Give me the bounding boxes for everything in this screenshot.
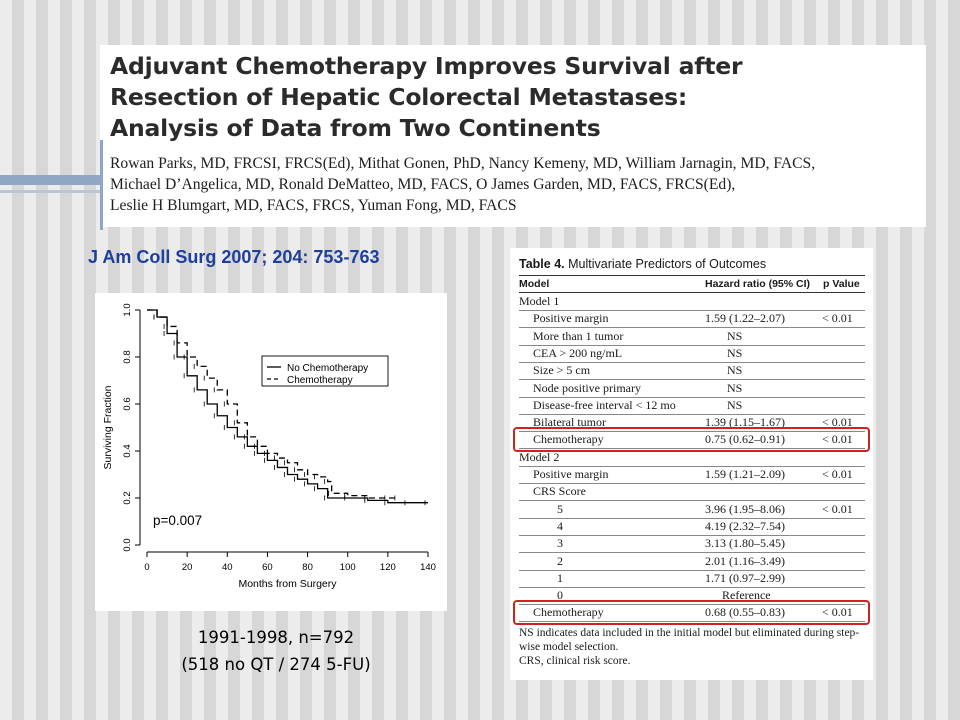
row-hazard-ratio: 1.39 (1.15–1.67) [705, 415, 785, 430]
multivariate-table [510, 248, 873, 680]
row-label: Bilateral tumor [533, 415, 606, 430]
x-tick-label: 100 [339, 562, 356, 573]
row-p-value: < 0.01 [822, 432, 853, 447]
x-tick-label: 40 [221, 562, 233, 573]
y-tick-label: 0.8 [122, 350, 133, 364]
row-hazard-ratio: 0.68 (0.55–0.83) [705, 605, 785, 620]
y-tick-label: 0.2 [122, 491, 133, 505]
slide-accent-bar [0, 175, 102, 185]
row-label: 5 [557, 501, 563, 516]
paper-header [100, 45, 926, 227]
survival-chart [95, 293, 447, 611]
row-hazard-ratio: 3.13 (1.80–5.45) [705, 536, 785, 551]
row-hazard-ratio: NS [727, 397, 743, 412]
table-section-row [519, 293, 865, 311]
table-title [519, 257, 766, 271]
series-line-no-chemotherapy [147, 310, 428, 503]
row-label: 1 [557, 570, 563, 585]
author-list [110, 153, 920, 216]
row-hazard-ratio: NS [727, 345, 743, 360]
survival-plot [95, 293, 447, 611]
title-line: Resection of Hepatic Colorectal Metastases: [110, 83, 688, 111]
header-hazard-ratio: Hazard ratio (95% CI) [705, 278, 811, 290]
footnote: CRS, clinical risk score. [519, 655, 631, 667]
y-tick-label: 0.4 [122, 444, 133, 458]
row-label: 0 [557, 588, 563, 603]
table-caption: Multivariate Predictors of Outcomes [568, 257, 767, 271]
row-label: Model 1 [519, 294, 560, 308]
table-row [519, 466, 865, 484]
table-row [519, 483, 865, 501]
table-row [519, 553, 865, 571]
row-hazard-ratio: 1.71 (0.97–2.99) [705, 570, 785, 585]
table-row [519, 535, 865, 553]
table-row [519, 380, 865, 398]
row-label: Chemotherapy [533, 432, 604, 447]
table-row [519, 397, 865, 415]
row-label: Disease-free interval < 12 mo [533, 397, 676, 412]
row-p-value: < 0.01 [822, 311, 853, 326]
table-footnotes [519, 626, 865, 668]
row-label: Chemotherapy [533, 605, 604, 620]
table-row [519, 310, 865, 328]
series-line-chemotherapy [147, 310, 398, 498]
row-label: 4 [557, 518, 563, 533]
y-tick-label: 0.0 [122, 538, 133, 552]
row-p-value: < 0.01 [822, 415, 853, 430]
row-label: 3 [557, 536, 563, 551]
row-label: Node positive primary [533, 380, 641, 395]
table-label: Table 4. [519, 257, 565, 271]
row-p-value: < 0.01 [822, 467, 853, 481]
x-tick-label: 20 [181, 562, 193, 573]
slide-accent-line [0, 190, 102, 193]
highlight-box [513, 600, 870, 625]
x-tick-label: 120 [379, 562, 396, 573]
row-hazard-ratio: NS [727, 328, 743, 343]
x-tick-label: 80 [302, 562, 313, 573]
paper-title [110, 51, 910, 144]
row-label: CRS Score [533, 484, 587, 499]
legend-label: No Chemotherapy [287, 363, 369, 374]
row-hazard-ratio: 4.19 (2.32–7.54) [705, 518, 785, 533]
p-value-annotation: p=0.007 [153, 513, 203, 528]
y-axis-label: Surviving Fraction [102, 385, 114, 470]
x-tick-label: 140 [420, 562, 436, 573]
row-label: More than 1 tumor [533, 328, 624, 343]
x-axis-label: Months from Surgery [238, 578, 337, 590]
row-hazard-ratio: Reference [722, 588, 771, 603]
table-row [519, 570, 865, 588]
row-p-value: < 0.01 [822, 605, 853, 620]
table-section-row [519, 449, 865, 467]
row-hazard-ratio: NS [727, 380, 743, 395]
y-tick-label: 1.0 [122, 303, 133, 317]
legend-label: Chemotherapy [287, 375, 353, 386]
row-hazard-ratio: 3.96 (1.95–8.06) [705, 501, 785, 516]
slide-accent-vertical [100, 140, 103, 230]
row-label: 2 [557, 553, 563, 568]
row-hazard-ratio: 1.59 (1.22–2.07) [705, 311, 785, 326]
footnote: NS indicates data included in the initial model but eliminated during step- [519, 627, 860, 639]
table-row [519, 501, 865, 519]
cohort-caption [140, 624, 412, 678]
footnote: wise model selection. [519, 641, 619, 653]
table-row [519, 518, 865, 536]
row-hazard-ratio: 0.75 (0.62–0.91) [705, 432, 785, 447]
x-tick-label: 0 [144, 562, 150, 573]
cohort-years: 1991-1998, n=792 [197, 628, 355, 647]
row-label: Positive margin [533, 311, 609, 326]
table-row [519, 328, 865, 346]
y-tick-label: 0.6 [122, 397, 133, 411]
table-row [519, 362, 865, 380]
table-row [519, 345, 865, 363]
row-label: Model 2 [519, 449, 560, 464]
table-header [519, 275, 865, 293]
header-model: Model [519, 278, 550, 290]
author-line: Rowan Parks, MD, FRCSI, FRCS(Ed), Mithat Gonen, PhD, Nancy Kemeny, MD, William Jarnagin, MD, FACS, [110, 155, 816, 172]
row-hazard-ratio: NS [727, 363, 743, 378]
row-hazard-ratio: 2.01 (1.16–3.49) [705, 553, 785, 568]
citation: J Am Coll Surg 2007; 204: 753-763 [88, 247, 380, 267]
x-tick-label: 60 [262, 562, 273, 573]
title-line: Adjuvant Chemotherapy Improves Survival after [110, 52, 743, 80]
cohort-breakdown: (518 no QT / 274 5-FU) [181, 655, 371, 674]
header-p-value: p Value [823, 278, 860, 290]
row-label: Positive margin [533, 467, 609, 481]
row-label: Size > 5 cm [533, 363, 591, 378]
row-p-value: < 0.01 [822, 501, 853, 516]
row-hazard-ratio: 1.59 (1.21–2.09) [705, 467, 785, 481]
author-line: Michael D’Angelica, MD, Ronald DeMatteo, MD, FACS, O James Garden, MD, FACS, FRCS(Ed), [110, 176, 736, 193]
author-line: Leslie H Blumgart, MD, FACS, FRCS, Yuman Fong, MD, FACS [110, 197, 517, 214]
title-line: Analysis of Data from Two Continents [110, 114, 601, 142]
row-label: CEA > 200 ng/mL [533, 345, 623, 360]
